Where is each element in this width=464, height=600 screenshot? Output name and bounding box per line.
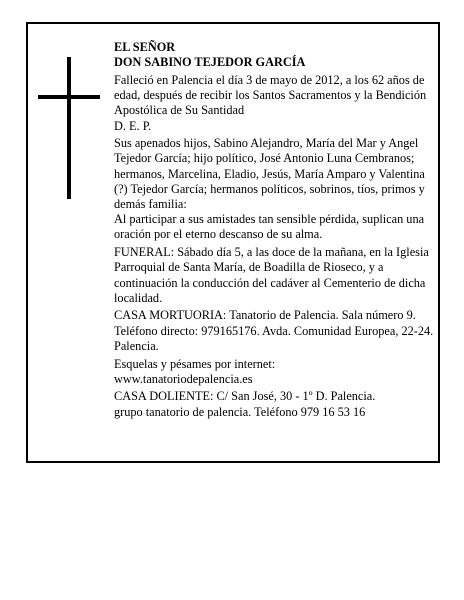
dep-text: D. E. P. <box>114 118 152 133</box>
casa-mortuoria-text: CASA MORTUORIA: Tanatorio de Palencia. Sala número 9. Teléfono directo: 979165176. Avda. Comunidad Europea, 22-24. Palencia. <box>114 308 434 353</box>
grupo-text: grupo tanatorio de palencia. Teléfono 979 16 53 16 <box>114 404 366 419</box>
death-text: Falleció en Palencia el día 3 de mayo de 2012, a los 62 años de edad, después de recibir los Santos Sacramentos y la Bendición Apostólica de Su Santidad <box>114 72 427 118</box>
obituary-card <box>26 22 440 463</box>
obituary-text <box>114 40 434 422</box>
website-link[interactable]: www.tanatoriodepalencia.es <box>114 371 253 386</box>
family-text: Sus apenados hijos, Sabino Alejandro, María del Mar y Angel Tejedor García; hijo político, José Antonio Luna Cembranos; hermanos, Marcelina, Eladio, Jesús, María Amparo y Valentina (?) Tejedor García; hermanos políticos, sobrinos, tíos, primos y demás familia: <box>114 136 425 212</box>
prayer-text: Al participar a sus amistades tan sensible pérdida, suplican una oración por el eterno descanso de su alma. <box>114 212 425 242</box>
cross-horizontal-bar <box>38 95 100 99</box>
deceased-name: DON SABINO TEJEDOR GARCÍA <box>114 55 306 70</box>
esquelas-text: Esquelas y pésames por internet: <box>114 356 276 371</box>
funeral-text: FUNERAL: Sábado día 5, a las doce de la mañana, en la Iglesia Parroquial de Santa María, de Boadilla de Rioseco, y a continuación la conducción del cadáver al Cementerio de dicha localidad. <box>114 245 429 305</box>
casa-doliente-text: CASA DOLIENTE: C/ San José, 30 - 1º D. Palencia. <box>114 389 376 404</box>
cross-vertical-bar <box>67 57 71 199</box>
title-line1: EL SEÑOR <box>114 40 176 54</box>
